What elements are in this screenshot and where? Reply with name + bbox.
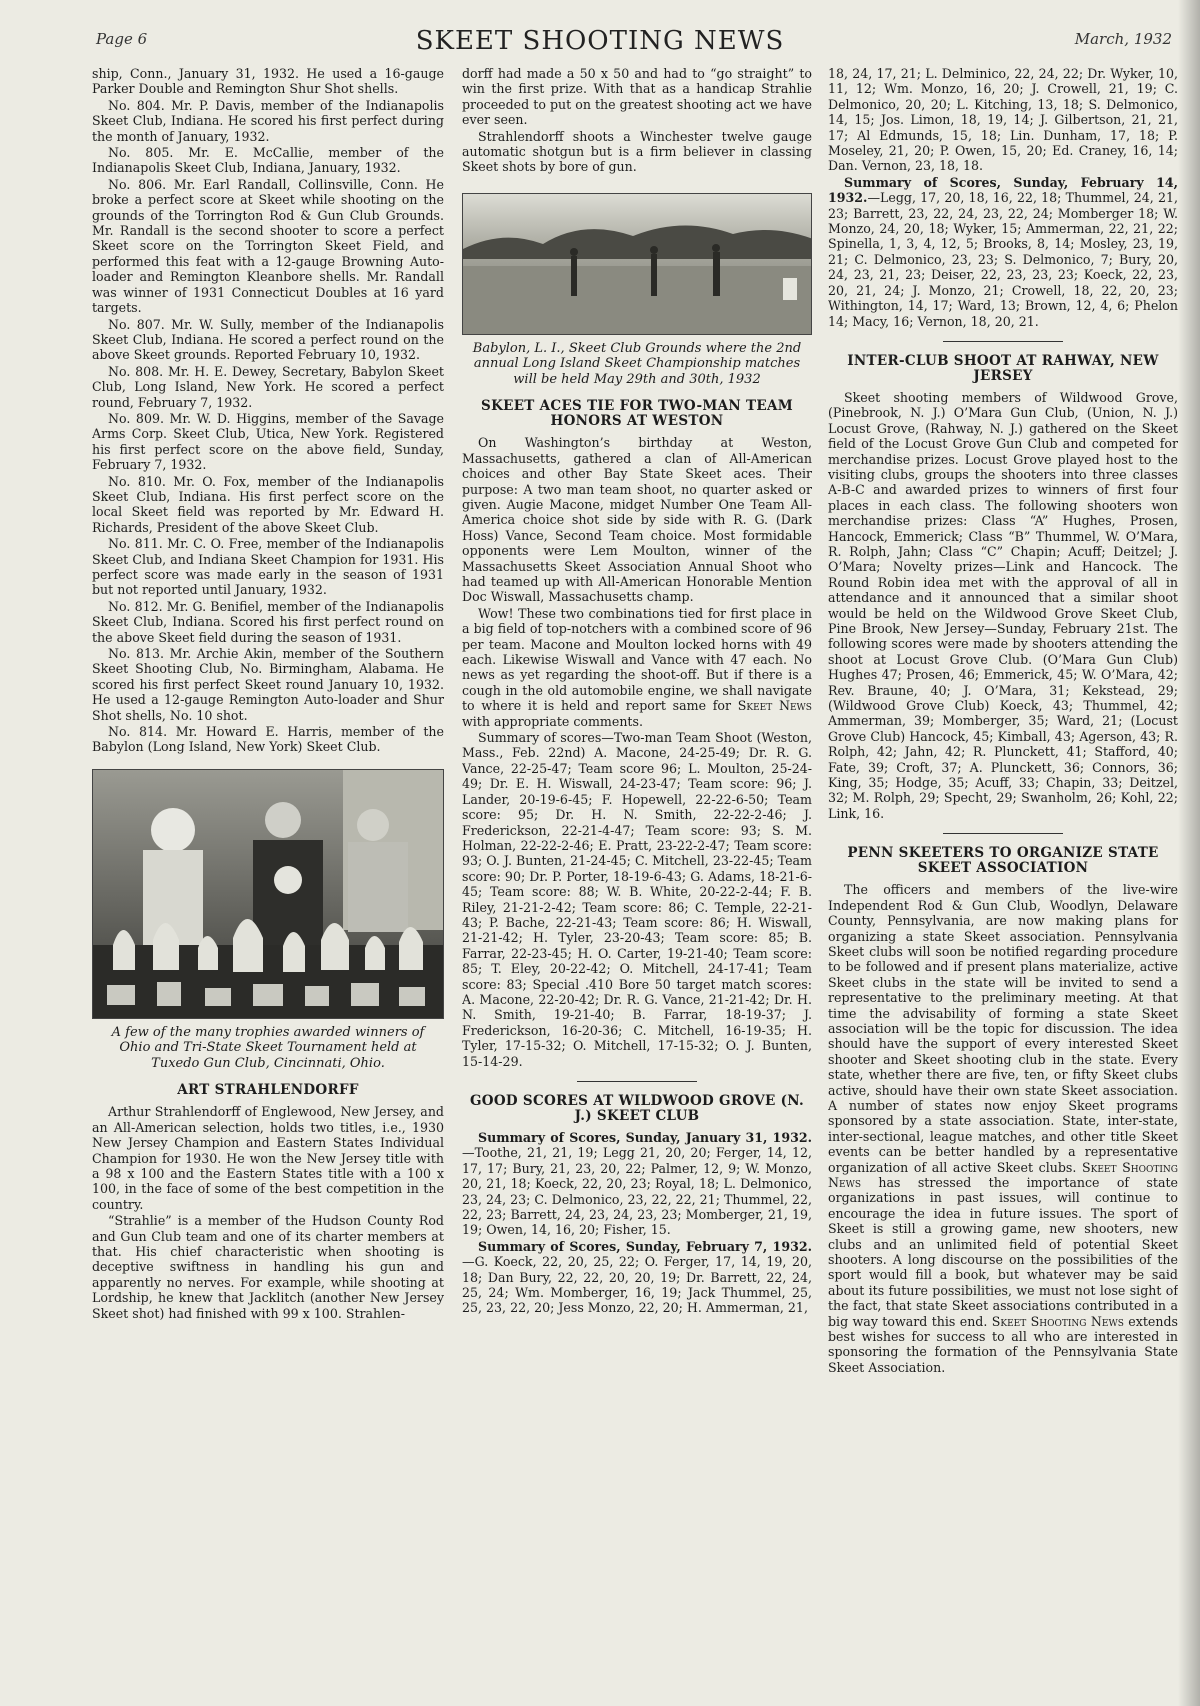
paragraph-808: No. 808. Mr. H. E. Dewey, Secretary, Babylon Skeet Club, Long Island, New York. He scored a perfect round, February 7, 1932. — [92, 363, 444, 410]
rahway-heading: INTER-CLUB SHOOT AT RAHWAY, NEW JERSEY — [847, 352, 1159, 384]
wildwood-summary-feb7: Summary of Scores, Sunday, February 7, 1932.—G. Koeck, 22, 20, 25, 22; O. Ferger, 17, 14, 19, 20, 18; Dan Bury, 22, 22, 20, 20, 19; Dr. Barrett, 22, 24, 25, 24; Wm. Momberger, 16, 19; Jack Thummel, 25, 25, 23, 22, 20; Jess Monzo, 22, 20; H. Ammerman, 21, — [462, 1238, 812, 1316]
issue-date: March, 1932 — [1074, 30, 1172, 48]
penn-heading: PENN SKEETERS TO ORGANIZE STATE SKEET ASSOCIATION — [847, 845, 1159, 877]
aces-summary: Summary of scores—Two-man Team Shoot (Weston, Mass., Feb. 22nd) A. Macone, 24-25-49; Dr. R. G. Vance, 22-25-47; Team score 96; L. Moulton, 25-24-49; Dr. E. H. Wiswall, 24-23-47; Team score: 96; J. Lander, 20-19-6-45; F. Hopewell, 22-22-6-50; Team score: 95; Dr. H. N. Smith, 22-22-2-46; J. Frederickson, 22-21-4-47; Team score: 93; S. M. Holman, 22-22-2-46; E. Pratt, 23-22-2-47; Team score: 93; O. J. Bunten, 21-24-45; C. Mitchell, 23-22-45; Team score: 90; Dr. P. Porter, 18-19-6-43; G. Adams, 18-21-6-45; Team score: 88; W. B. White, 20-22-2-44; F. B. Riley, 21-21-2-42; Team score: 86; C. Temple, 22-21-43; P. Bache, 22-21-43; Team score: 86; H. Wiswall, 21-21-42; H. Tyler, 23-20-43; Team score: 85; B. Farrar, 22-23-45; H. O. Carter, 19-21-40; Team score: 85; T. Eley, 20-22-42; O. Mitchell, 24-17-41; Team score: 83; Special .410 Bore 50 target match scores: A. Macone, 22-20-42; Dr. R. G. Vance, 21-21-42; Dr. H. N. Smith, 19-21-40; B. Farrar, 18-19-37; J. Frederickson, 16-20-36; C. Mitchell, 16-19-35; H. Tyler, 17-15-32; O. Mitchell, 17-15-32; O. J. Bunten, 15-14-29. — [462, 730, 812, 1069]
masthead-title: SKEET SHOOTING NEWS — [415, 26, 785, 56]
column-left — [92, 66, 444, 1686]
paragraph-812: No. 812. Mr. G. Benifiel, member of the Indianapolis Skeet Club, Indiana. Scored his first perfect round on the above Skeet field during the season of 1931. — [92, 598, 444, 645]
page-edge-shadow — [1178, 0, 1200, 1706]
paragraph-806: No. 806. Mr. Earl Randall, Collinsville, Conn. He broke a perfect score at Skeet while shooting on the grounds of the Torrington Rod & Gun Club Grounds. Mr. Randall is the second shooter to score a perfect Skeet score on the Torrington Skeet Field, and performed this feat with a 12-gauge Browning Auto-loader and Remington Kleanbore shells. Mr. Randall was winner of 1931 Connecticut Doubles at 16 yard targets. — [92, 176, 444, 316]
paragraph-811: No. 811. Mr. C. O. Free, member of the Indianapolis Skeet Club, and Indiana Skeet Champion for 1931. His perfect score was made early in the season of 1931 but not reported until January, 1932. — [92, 536, 444, 598]
paragraph: dorff had made a 50 x 50 and had to “go straight” to win the first prize. With that as a handicap Strahlie proceeded to put on the greatest shooting act we have ever seen. — [462, 66, 812, 128]
trophies-photo-image — [93, 770, 444, 1018]
publication-name: Skeet News — [737, 698, 812, 714]
paragraph-814: No. 814. Mr. Howard E. Harris, member of the Babylon (Long Island, New York) Skeet Club. — [92, 724, 444, 755]
publication-name: Skeet Shooting News — [828, 1159, 1178, 1190]
babylon-photo-caption: Babylon, L. I., Skeet Club Grounds where the 2nd annual Long Island Skeet Championship matches will be held May 29th and 30th, 1932 — [472, 340, 802, 387]
section-divider — [943, 341, 1063, 342]
page-number: Page 6 — [96, 30, 148, 48]
paragraph-805: No. 805. Mr. E. McCallie, member of the Indianapolis Skeet Club, Indiana, January, 1932. — [92, 145, 444, 176]
babylon-grounds-photo-image — [463, 194, 812, 334]
wildwood-summary-jan31: Summary of Scores, Sunday, January 31, 1932.—Toothe, 21, 21, 19; Legg 21, 20, 20; Ferger, 14, 12, 17, 17; Bury, 21, 23, 20, 22; Palmer, 12, 9; W. Monzo, 20, 21, 18; Koeck, 22, 20, 23; Royal, 18; L. Delmonico, 23, 24, 23; C. Delmonico, 23, 22, 22, 21; Thummel, 22, 22, 23; Barrett, 24, 23, 24, 23, 23; Momberger, 21, 19, 19; Owen, 14, 16, 20; Fisher, 15. — [462, 1130, 812, 1238]
trophies-photo-caption: A few of the many trophies awarded winners of Ohio and Tri-State Skeet Tournament held at Tuxedo Gun Club, Cincinnati, Ohio. — [111, 1024, 425, 1071]
column-middle — [462, 66, 812, 1686]
paragraph-813: No. 813. Mr. Archie Akin, member of the Southern Skeet Shooting Club, No. Birmingham, Alabama. He scored his first perfect Skeet round January 10, 1932. He used a 12-gauge Remington Auto-loader and Shur Shot shells, No. 10 shot. — [92, 646, 444, 723]
rahway-paragraph: Skeet shooting members of Wildwood Grove, (Pinebrook, N. J.) O’Mara Gun Club, (Union, N. J.) Locust Grove, (Rahway, N. J.) gathered on the Skeet field of the Locust Grove Gun Club and competed for merchandise prizes. Locust Grove played host to the visiting clubs, groups the shooters into three classes A-B-C and awarded prizes to winners of first four places in each class. The following shooters won merchandise prizes: Class “A” Hughes, Prosen, Hancock, Emmerick; Class “B” Thummel, W. O’Mara, R. Rolph, Jahn; Class “C” Chapin; Acuff; Deitzel; J. O’Mara; Novelty prizes—Link and Hancock. The Round Robin idea met with the approval of all in attendance and it announced that a similar shoot would be held on the Wildwood Grove Skeet Club, Pine Brook, New Jersey—Sunday, February 21st. The following scores were made by shooters attending the shoot at Locust Grove Club. (O’Mara Gun Club) Hughes 47; Prosen, 46; Emmerick, 45; W. O’Mara, 42; Rev. Braune, 40; J. O’Mara, 31; Kekstead, 29; (Wildwood Grove Club) Koeck, 43; Thummel, 42; Ammerman, 39; Momberger, 35; Ward, 21; (Locust Grove Club) Hancock, 45; Kimball, 43; Agerson, 43; R. Rolph, 42; Jahn, 42; R. Plunckett, 41; Stafford, 40; Fate, 39; Croft, 37; A. Plunckett, 36; Connors, 36; King, 35; Hodge, 35; Acuff, 33; Chapin, 33; Deitzel, 32; M. Rolph, 29; Specht, 29; Swanholm, 26; Kohl, 22; Link, 16. — [828, 389, 1178, 821]
paragraph-gun: Strahlendorff shoots a Winchester twelve gauge automatic shotgun but is a firm believer in classing Skeet shots by bore of gun. — [462, 128, 812, 175]
skeet-aces-heading: SKEET ACES TIE FOR TWO-MAN TEAM HONORS AT WESTON — [481, 398, 793, 430]
section-divider — [577, 1081, 697, 1082]
babylon-grounds-photo — [462, 193, 812, 335]
paragraph-804: No. 804. Mr. P. Davis, member of the Indianapolis Skeet Club, Indiana. He scored his first perfect during the month of January, 1932. — [92, 97, 444, 144]
aces-paragraph-2: Wow! These two combinations tied for first place in a big field of top-notchers with a combined score of 96 per team. Macone and Moulton locked horns with 49 each. Likewise Wiswall and Vance with 47 each. No news as yet regarding the shoot-off. But if there is a cough in the old automobile engine, we shall navigate to where it is held and report same for Skeet News with appropriate comments. — [462, 605, 812, 729]
art-paragraph-2: “Strahlie” is a member of the Hudson County Rod and Gun Club team and one of its charter members at that. His chief characteristic when shooting is deceptive swiftness in handling his gun and apparently no nerves. For example, while shooting at Lordship, he knew that Jacklitch (another New Jersey Skeet shot) had finished with 99 x 100. Strahlen- — [92, 1213, 444, 1321]
paragraph-810: No. 810. Mr. O. Fox, member of the Indianapolis Skeet Club, Indiana. His first perfect score on the local Skeet field was reported by Mr. Edward H. Richards, President of the above Skeet Club. — [92, 473, 444, 535]
paragraph: 18, 24, 17, 21; L. Delminico, 22, 24, 22; Dr. Wyker, 10, 11, 12; Wm. Monzo, 16, 20; J. Crowell, 21, 19; C. Delmonico, 20, 20; L. Kitching, 13, 18; S. Delmonico, 14, 15; Jos. Limon, 18, 19, 14; J. Gilbertson, 21, 21, 17; Al Edmunds, 15, 18; Lin. Dunham, 17, 18; P. Moseley, 21, 20; P. Owen, 15, 20; Ed. Craney, 16, 14; Dan. Vernon, 23, 18, 18. — [828, 66, 1178, 174]
penn-paragraph: The officers and members of the live-wire Independent Rod & Gun Club, Woodlyn, Delaware County, Pennsylvania, are now making plans for organizing a state Skeet association. Pennsylvania Skeet clubs will soon be notified regarding procedure to be followed and if present plans materialize, active Skeet clubs in the state will be invited to send a representative to the preliminary meeting. At that time the advisability of forming a state Skeet association will be the topic for discussion. The idea should have the support of every interested Skeet shooter and Skeet shooting club in the state. Every state, whether there are five, ten, or fifty Skeet clubs active, should have their own state Skeet association. A number of states now enjoy Skeet programs sponsored by a state association. State, inter-state, inter-sectional, league matches, and other title Skeet events can be better handled by a representative organization of all active Skeet clubs. Skeet Shooting News has stressed the importance of state organizations in past issues, will continue to encourage the idea in future issues. The sport of Skeet is still a growing game, new shooters, new clubs and an unlimited field of potential Skeet shooters. A long discourse on the possibilities of the sport would fill a book, but whatever may be said about its future possibilities, we must not lose sight of the fact, that state Skeet associations contributed in a big way toward this end. Skeet Shooting News extends best wishes for success to all who are interested in sponsoring the formation of the Pennsylvania State Skeet Association. — [828, 882, 1178, 1375]
trophies-photo — [92, 769, 444, 1019]
wildwood-heading: GOOD SCORES AT WILDWOOD GROVE (N. J.) SKEET CLUB — [469, 1093, 805, 1124]
aces-paragraph-1: On Washington’s birthday at Weston, Massachusetts, gathered a clan of All-American choices and other Bay State Skeet aces. Their purpose: A two man team shoot, no quarter asked or given. Augie Macone, midget Number One Team All-America choice shot side by side with R. G. (Dark Hoss) Vance, Second Team choice. Most formidable opponents were Lem Moulton, winner of the Massachusetts Skeet Association Annual Shoot who had teamed up with All-American Honorable Mention Doc Wiswall, Massachusetts champ. — [462, 435, 812, 605]
paragraph-809: No. 809. Mr. W. D. Higgins, member of the Savage Arms Corp. Skeet Club, Utica, New York. Registered his first perfect score on the above field, Sunday, February 7, 1932. — [92, 410, 444, 473]
section-divider — [943, 833, 1063, 834]
wildwood-summary-feb14: Summary of Scores, Sunday, February 14, 1932.—Legg, 17, 20, 18, 16, 22, 18; Thummel, 24, 21, 23; Barrett, 23, 22, 24, 23, 22, 24; Momberger 18; W. Monzo, 24, 20, 18; Wyker, 15; Ammerman, 22, 21, 22; Spinella, 1, 3, 4, 12, 5; Brooks, 8, 14; Mosley, 23, 19, 21; C. Delmonico, 23, 23; S. Delmonico, 7; Bury, 20, 24, 23, 21, 23; Deiser, 22, 23, 23, 23; Koeck, 22, 23, 20, 21, 24; J. Monzo, 21; Crowell, 18, 22, 20, 23; Withington, 14, 17; Ward, 13; Brown, 12, 4, 6; Phelon 14; Macy, 16; Vernon, 18, 20, 21. — [828, 174, 1178, 329]
art-paragraph-1: Arthur Strahlendorff of Englewood, New Jersey, and an All-American selection, holds two titles, i.e., 1930 New Jersey Champion and Eastern States Individual Champion for 1930. He won the New Jersey title with a 98 x 100 and the Eastern States title with a 100 x 100, in the face of some of the best competition in the country. — [92, 1104, 444, 1212]
art-strahlendorff-heading: ART STRAHLENDORFF — [177, 1082, 359, 1099]
publication-name: Skeet Shooting News — [991, 1313, 1124, 1329]
paragraph: ship, Conn., January 31, 1932. He used a 16-gauge Parker Double and Remington Shur Shot shells. — [92, 66, 444, 97]
page-header — [0, 26, 1200, 60]
column-right — [828, 66, 1178, 1686]
paragraph-807: No. 807. Mr. W. Sully, member of the Indianapolis Skeet Club, Indiana. He scored a perfect round on the above Skeet grounds. Reported February 10, 1932. — [92, 316, 444, 363]
